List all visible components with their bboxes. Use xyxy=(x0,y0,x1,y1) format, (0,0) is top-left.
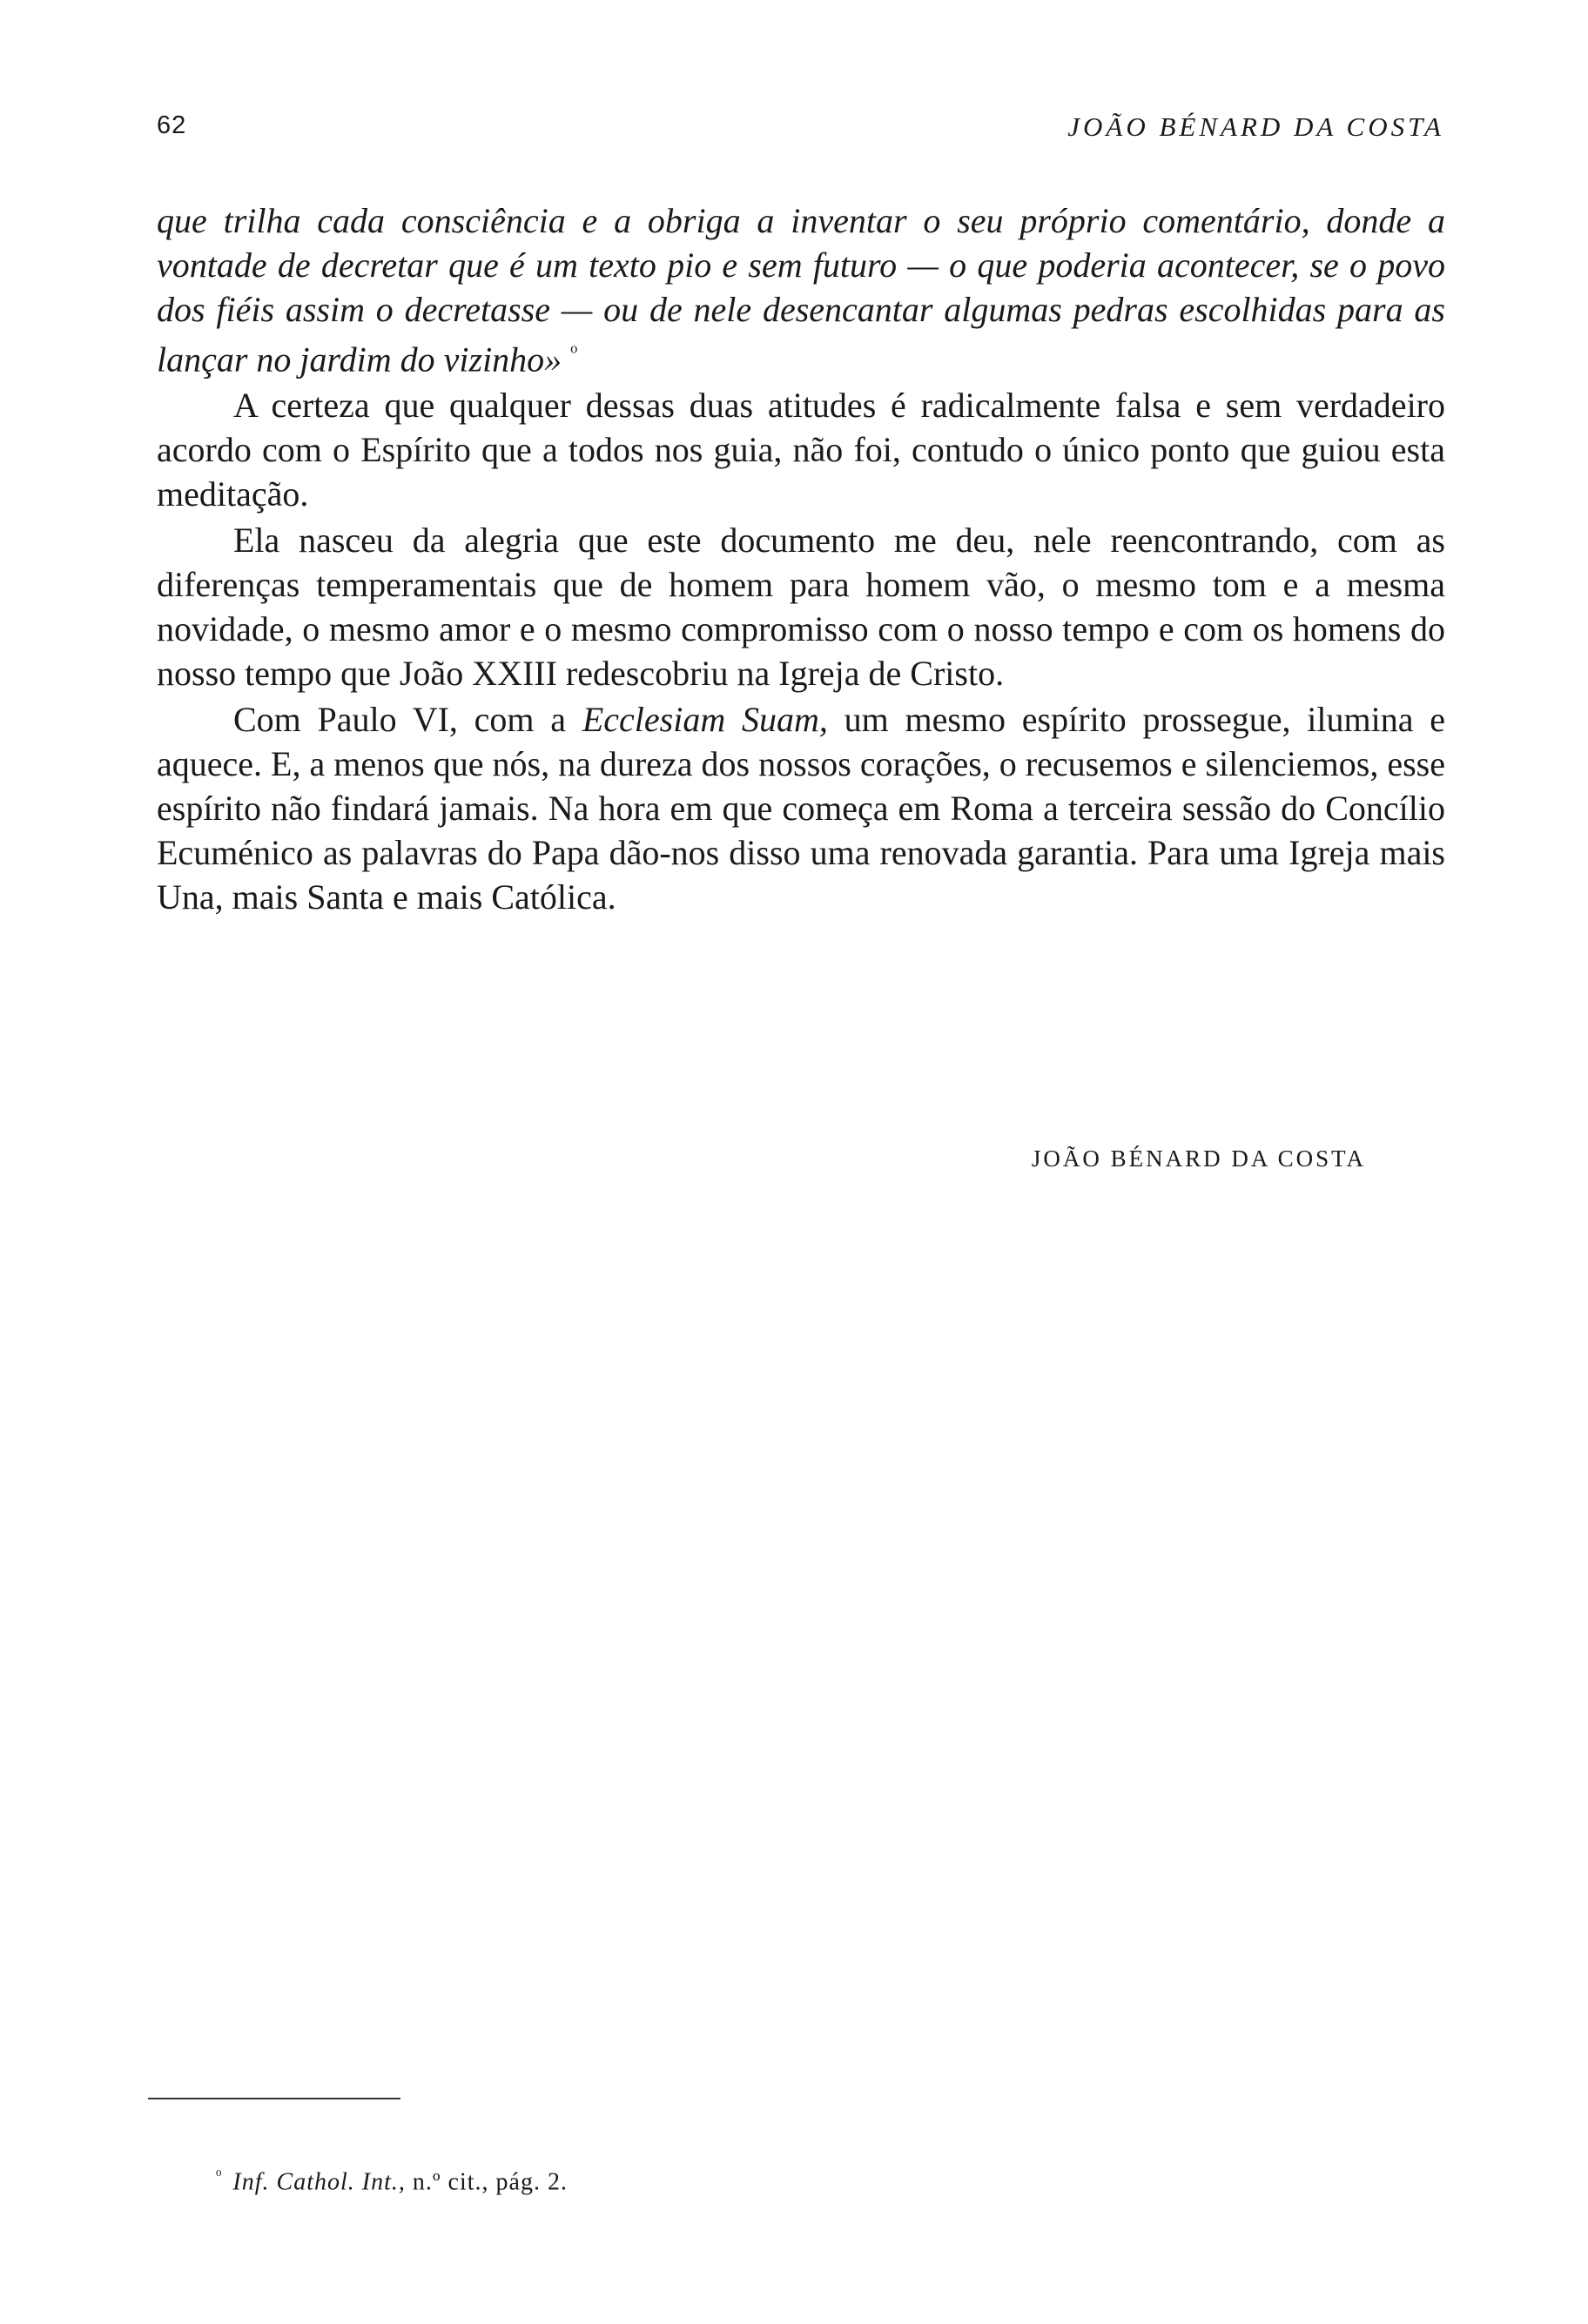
page-number: 62 xyxy=(157,111,187,139)
body-text xyxy=(157,198,1445,919)
footnote xyxy=(216,2167,568,2196)
footnote-citation: n.º cit., pág. 2. xyxy=(405,2168,568,2196)
paragraph-3 xyxy=(157,697,1445,919)
paragraph-1: A certeza que qualquer dessas duas atitudes é radicalmente falsa e sem verdadeiro acordo com o Espírito que a todos nos guia, não foi, contudo o único ponto que guiou esta meditação. xyxy=(157,386,1445,514)
footnote-marker: ⁰ xyxy=(216,2169,223,2184)
quoted-passage xyxy=(157,198,1445,381)
paragraph-3-italic-title: Ecclesiam Suam, xyxy=(582,700,828,740)
paragraph-2: Ela nasceu da alegria que este documento me deu, nele reencontrando, com as diferenças temperamentais que de homem para homem vão, o mesmo tom e a mesma novidade, o mesmo amor e o mesmo compromisso com o nosso tempo e com os homens do nosso tempo que João XXIII redescobriu na Igreja de Cristo. xyxy=(157,521,1445,694)
page-header xyxy=(157,111,1444,155)
author-signature: JOÃO BÉNARD DA COSTA xyxy=(1031,1145,1366,1172)
footnote-divider xyxy=(148,2098,400,2099)
paragraph-3-start: Com Paulo VI, com a xyxy=(233,700,582,740)
paragraph-3-end: um mesmo espírito prossegue, ilumina e aquece. E, a menos que nós, na dureza dos nossos corações, o recusemos e silenciemos, esse espírito não findará jamais. Na hora em que começa em Roma a terceira sessão do Concílio Ecuménico as palavras do Papa dão-nos disso uma renovada garantia. Para uma Igreja mais Una, mais Santa e mais Católica. xyxy=(157,700,1445,917)
running-head: JOÃO BÉNARD DA COSTA xyxy=(1067,111,1444,142)
footnote-reference: ⁰ xyxy=(570,344,578,363)
quote-text: que trilha cada consciência e a obriga a inventar o seu próprio comentário, donde a vontade de decretar que é um texto pio e sem futuro — o que poderia acontecer, se o povo dos fiéis assim o decretasse — ou de nele desencantar algumas pedras escolhidas para as lançar no jardim do vizinho» xyxy=(157,201,1445,379)
footnote-source: Inf. Cathol. Int., xyxy=(232,2168,406,2196)
